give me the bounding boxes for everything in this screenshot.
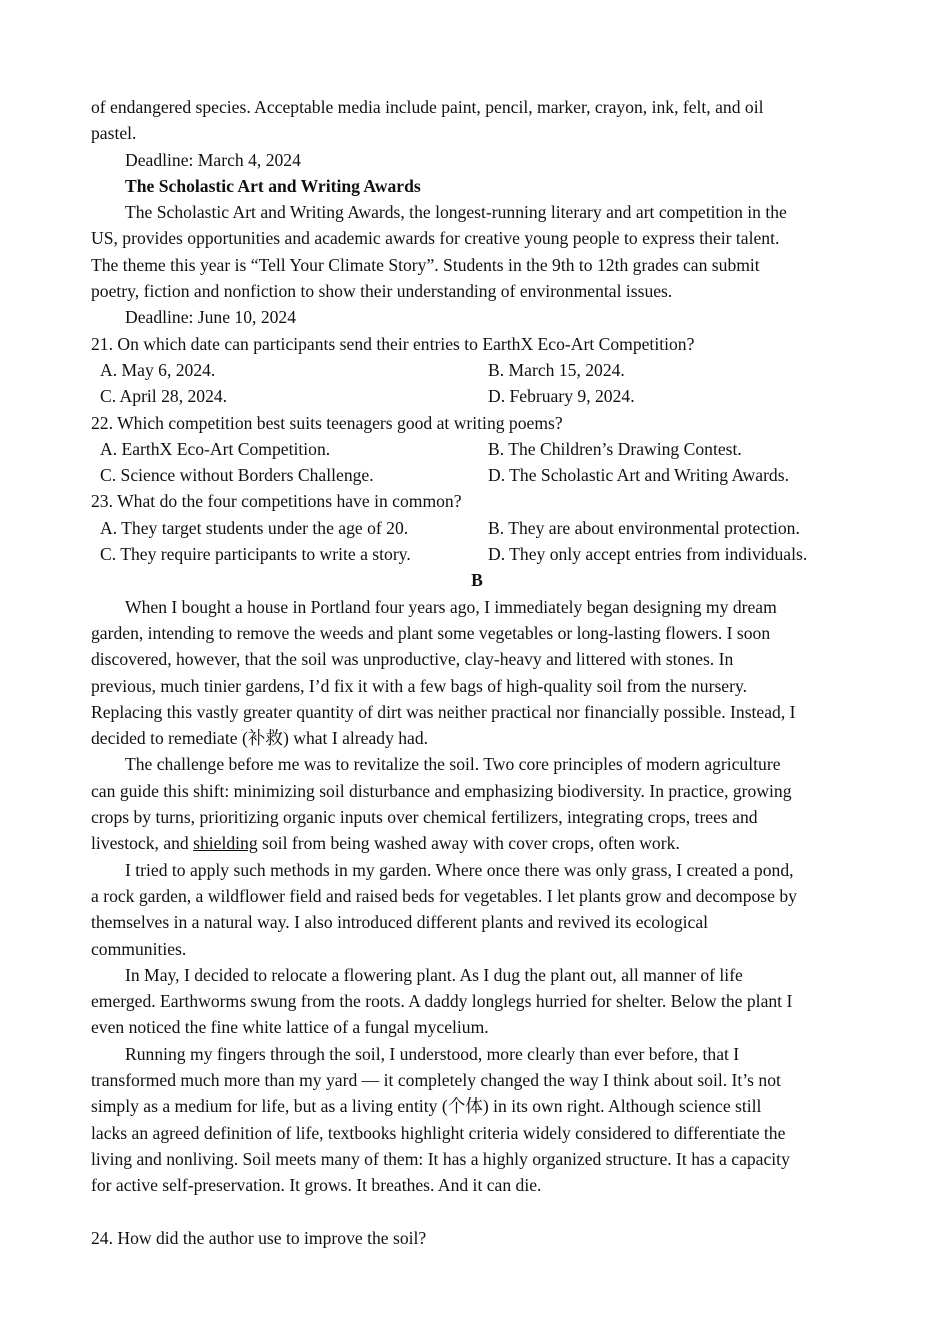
options-row bbox=[91, 515, 863, 541]
paragraph-line: for active self-preservation. It grows. It breathes. And it can die. bbox=[91, 1175, 542, 1196]
option-c: C. Science without Borders Challenge. bbox=[100, 465, 374, 486]
paragraph-line: poetry, fiction and nonfiction to show their understanding of environmental issues. bbox=[91, 281, 673, 302]
passage-a-line: pastel. bbox=[91, 123, 137, 144]
paragraph-line: previous, much tinier gardens, I’d fix it with a few bags of high-quality soil from the nursery. bbox=[91, 675, 748, 696]
paragraph-line: In May, I decided to relocate a flowering plant. As I dug the plant out, all manner of life bbox=[125, 964, 743, 985]
paragraph-line: US, provides opportunities and academic awards for creative young people to express their talent. bbox=[91, 228, 780, 249]
options-row bbox=[91, 436, 863, 462]
question-stem: 22. Which competition best suits teenagers good at writing poems? bbox=[91, 412, 563, 433]
options-row bbox=[91, 357, 863, 383]
paragraph-line: themselves in a natural way. I also introduced different plants and revived its ecological bbox=[91, 912, 709, 933]
text-span: soil from being washed away with cover crops, often work. bbox=[257, 833, 680, 854]
option-a: A. EarthX Eco-Art Competition. bbox=[100, 438, 331, 459]
paragraph-line: Running my fingers through the soil, I understood, more clearly than ever before, that I bbox=[125, 1043, 740, 1064]
option-d: D. They only accept entries from individuals. bbox=[488, 544, 808, 565]
paragraph-line: emerged. Earthworms swung from the roots. A daddy longlegs hurried for shelter. Below the plant I bbox=[91, 991, 793, 1012]
paragraph-line: living and nonliving. Soil meets many of them: It has a highly organized structure. It has a capacity bbox=[91, 1148, 790, 1169]
question-stem: 21. On which date can participants send their entries to EarthX Eco-Art Competition? bbox=[91, 333, 695, 354]
deadline-text: Deadline: March 4, 2024 bbox=[125, 149, 301, 170]
paragraph-line: The challenge before me was to revitalize the soil. Two core principles of modern agriculture bbox=[125, 754, 781, 775]
paragraph-line: communities. bbox=[91, 938, 187, 959]
paragraph-line: When I bought a house in Portland four years ago, I immediately began designing my dream bbox=[125, 596, 777, 617]
question-stem: 23. What do the four competitions have in common? bbox=[91, 491, 462, 512]
option-d: D. February 9, 2024. bbox=[488, 386, 635, 407]
underlined-word: shielding bbox=[193, 833, 258, 854]
paragraph-line: even noticed the fine white lattice of a fungal mycelium. bbox=[91, 1017, 489, 1038]
option-c: C. They require participants to write a story. bbox=[100, 544, 411, 565]
paragraph-line: crops by turns, prioritizing organic inputs over chemical fertilizers, integrating crops, trees and bbox=[91, 807, 758, 828]
paragraph-line: discovered, however, that the soil was unproductive, clay-heavy and littered with stones. In bbox=[91, 649, 734, 670]
options-row bbox=[91, 383, 863, 409]
exam-page bbox=[91, 94, 863, 1251]
option-b: B. March 15, 2024. bbox=[488, 359, 625, 380]
paragraph-line: The Scholastic Art and Writing Awards, the longest-running literary and art competition in the bbox=[125, 202, 787, 223]
option-b: B. They are about environmental protection. bbox=[488, 517, 800, 538]
paragraph-line: a rock garden, a wildflower field and raised beds for vegetables. I let plants grow and decompose by bbox=[91, 885, 797, 906]
option-a: A. They target students under the age of 20. bbox=[100, 517, 409, 538]
paragraph-line: can guide this shift: minimizing soil disturbance and emphasizing biodiversity. In practice, growing bbox=[91, 780, 792, 801]
paragraph-line: The theme this year is “Tell Your Climate Story”. Students in the 9th to 12th grades can submit bbox=[91, 254, 760, 275]
text-span: livestock, and bbox=[91, 833, 194, 854]
section-heading: The Scholastic Art and Writing Awards bbox=[125, 175, 421, 196]
options-row bbox=[91, 541, 863, 567]
paragraph-line bbox=[91, 830, 863, 856]
section-b-heading: B bbox=[471, 570, 483, 591]
deadline-text: Deadline: June 10, 2024 bbox=[125, 307, 297, 328]
option-b: B. The Children’s Drawing Contest. bbox=[488, 438, 742, 459]
paragraph-line: Replacing this vastly greater quantity of dirt was neither practical nor financially possible. Instead, I bbox=[91, 701, 796, 722]
paragraph-line: simply as a medium for life, but as a living entity (个体) in its own right. Although science still bbox=[91, 1096, 762, 1117]
passage-a-line: of endangered species. Acceptable media include paint, pencil, marker, crayon, ink, felt, and oil bbox=[91, 97, 764, 117]
question-stem: 24. How did the author use to improve the soil? bbox=[91, 1227, 427, 1248]
paragraph-line: decided to remediate (补救) what I already had. bbox=[91, 728, 429, 749]
paragraph-line: I tried to apply such methods in my garden. Where once there was only grass, I created a pond, bbox=[125, 859, 794, 880]
option-c: C. April 28, 2024. bbox=[100, 386, 228, 407]
paragraph-line: lacks an agreed definition of life, textbooks highlight criteria widely considered to differentiate the bbox=[91, 1122, 786, 1143]
paragraph-line: garden, intending to remove the weeds and plant some vegetables or long-lasting flowers. I soon bbox=[91, 622, 771, 643]
paragraph-line: transformed much more than my yard — it completely changed the way I think about soil. It’s not bbox=[91, 1069, 781, 1090]
spacer bbox=[91, 1198, 863, 1224]
option-d: D. The Scholastic Art and Writing Awards. bbox=[488, 465, 789, 486]
option-a: A. May 6, 2024. bbox=[100, 359, 216, 380]
options-row bbox=[91, 462, 863, 488]
